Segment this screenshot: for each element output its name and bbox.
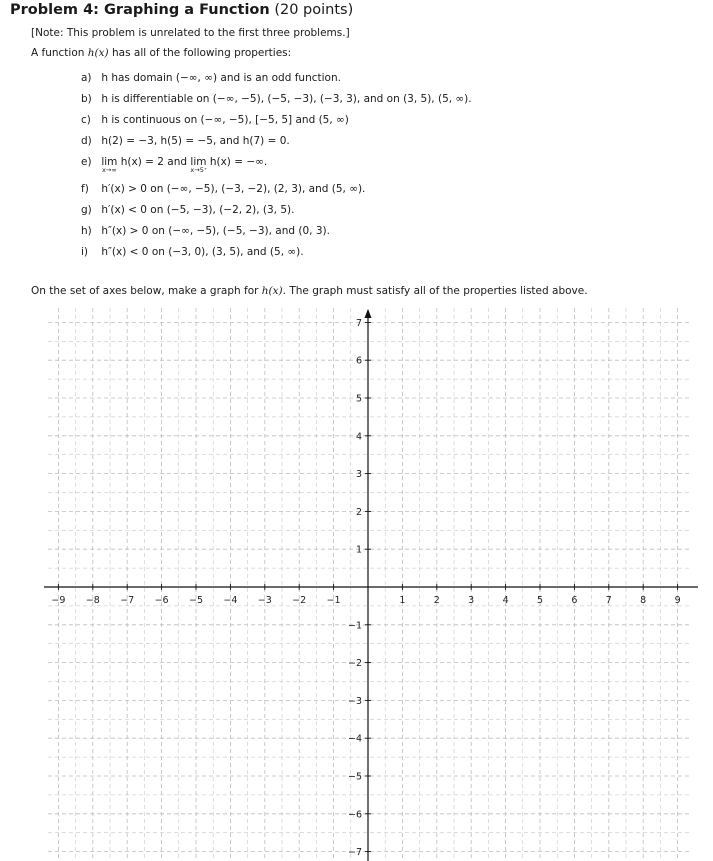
y-tick-label: 7 <box>355 317 362 329</box>
y-tick-label: −7 <box>347 847 362 859</box>
property-text: h is continuous on (−∞, −5), [−5, 5] and (5, ∞) <box>101 114 349 126</box>
property-label: d) <box>81 135 92 147</box>
instruction-before: On the set of axes below, make a graph for <box>31 285 262 297</box>
y-tick-label: −5 <box>347 771 362 783</box>
property-label: b) <box>81 93 92 105</box>
x-tick-label: −8 <box>85 595 100 606</box>
intro-after: has all of the following properties: <box>108 47 292 59</box>
property-label: e) <box>81 156 92 168</box>
problem-points: (20 points) <box>274 2 354 18</box>
property-label: g) <box>81 204 92 216</box>
property-text: h(x) = 2 and <box>117 156 191 168</box>
x-tick-label: 4 <box>502 595 509 606</box>
y-tick-label: 2 <box>355 506 362 518</box>
x-tick-label: 5 <box>536 595 544 606</box>
x-tick-label: 8 <box>640 595 647 606</box>
x-tick-label: −2 <box>292 595 307 606</box>
y-tick-label: 5 <box>355 393 362 405</box>
y-tick-label: 3 <box>355 469 362 481</box>
instruction-after: . The graph must satisfy all of the properties listed above. <box>282 285 588 297</box>
y-tick-label: 4 <box>355 431 362 443</box>
x-tick-label: 6 <box>571 595 578 606</box>
y-tick-label: 1 <box>355 544 362 556</box>
property-text: h is differentiable on (−∞, −5), (−5, −3), (−3, 3), and on (3, 5), (5, ∞). <box>101 93 472 105</box>
property-label: i) <box>81 246 89 258</box>
intro-func: h(x) <box>87 47 109 59</box>
grid-lines <box>48 308 692 861</box>
problem-note: [Note: This problem is unrelated to the first three problems.] <box>31 27 350 39</box>
limit-subscript: x→∞ <box>102 166 117 174</box>
axes <box>44 309 698 861</box>
x-tick-label: −5 <box>188 595 204 606</box>
limit-word: lim <box>101 156 118 168</box>
y-tick-label: −4 <box>347 733 362 745</box>
problem-heading: Problem 4: Graphing a Function <box>10 2 270 18</box>
property-text: h′(x) > 0 on (−∞, −5), (−3, −2), (2, 3), and (5, ∞). <box>101 183 366 195</box>
x-tick-label: 9 <box>674 595 681 606</box>
x-tick-label: 3 <box>468 595 475 606</box>
y-tick-label: −1 <box>347 620 362 632</box>
x-tick-label: 7 <box>605 595 612 606</box>
y-tick-label: −3 <box>347 695 362 707</box>
tick-labels <box>51 318 680 858</box>
x-tick-label: 2 <box>433 595 440 606</box>
x-tick-label: −1 <box>326 595 341 606</box>
limit-subscript: x→5⁺ <box>190 166 208 174</box>
property-label: a) <box>81 72 92 84</box>
property-text: h(2) = −3, h(5) = −5, and h(7) = 0. <box>101 135 290 147</box>
limit-word: lim <box>190 156 207 168</box>
property-text: h(x) = −∞. <box>206 156 268 168</box>
property-text: h′(x) < 0 on (−5, −3), (−2, 2), (3, 5). <box>101 204 295 216</box>
intro-before: A function <box>31 47 88 59</box>
x-tick-label: −9 <box>51 595 66 606</box>
x-tick-label: −7 <box>120 595 135 606</box>
instruction-func: h(x) <box>261 285 283 297</box>
property-text: h″(x) < 0 on (−3, 0), (3, 5), and (5, ∞). <box>101 246 304 258</box>
x-tick-label: 1 <box>399 595 406 606</box>
y-tick-label: −2 <box>347 658 362 670</box>
y-tick-label: −6 <box>347 809 362 821</box>
property-text: h″(x) > 0 on (−∞, −5), (−5, −3), and (0, 3). <box>101 225 330 237</box>
y-axis-arrow <box>365 309 372 318</box>
x-tick-label: −4 <box>223 595 238 606</box>
x-tick-label: −6 <box>154 595 169 606</box>
x-tick-label: −3 <box>257 595 272 606</box>
property-label: c) <box>81 114 91 126</box>
y-tick-label: 6 <box>355 355 362 367</box>
property-label: h) <box>81 225 92 237</box>
property-label: f) <box>81 183 89 195</box>
property-text: h has domain (−∞, ∞) and is an odd function. <box>101 72 341 84</box>
